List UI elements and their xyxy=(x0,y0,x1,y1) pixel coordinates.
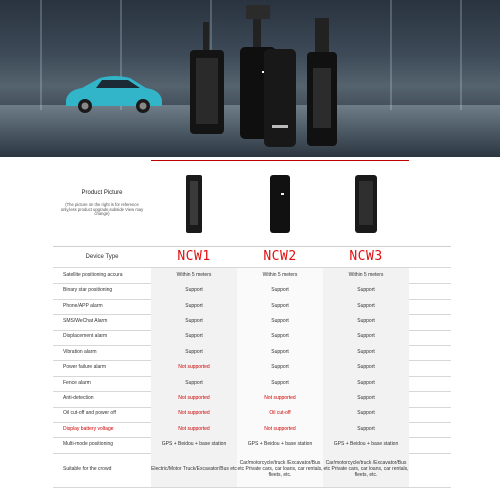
row-label: Power failure alarm xyxy=(63,364,107,371)
product-picture-row xyxy=(53,161,451,247)
ncw3-value: Support xyxy=(323,330,409,345)
ncw2-value: Not supported xyxy=(237,422,323,437)
table-row xyxy=(53,299,451,315)
product-picture-label: Product Picture xyxy=(81,189,123,196)
ncw2-value: Support xyxy=(237,330,323,345)
ncw1-value: Electric/Motor Truck/Excavator/Bus etc xyxy=(151,453,237,487)
product-picture-note: (The picture on the right is for reference only,less product upgrade,subside View may change) xyxy=(60,201,144,217)
table-row xyxy=(53,345,451,361)
row-label: Suitable for the crowd xyxy=(63,465,112,472)
row-label: Phone/APP alarm xyxy=(63,302,103,309)
table-row xyxy=(53,437,451,453)
table-row xyxy=(53,360,451,376)
ncw2-value: Support xyxy=(237,345,323,360)
ncw1-thumbnail xyxy=(184,175,204,233)
ncw1-value: GPS + Beidou + base station xyxy=(151,437,237,452)
light-beam xyxy=(390,0,392,110)
row-label: Display battery voltage xyxy=(63,425,114,432)
device-ncw2b-image xyxy=(260,45,300,150)
light-beam xyxy=(40,0,42,110)
ncw3-value: Support xyxy=(323,376,409,391)
table-row xyxy=(53,376,451,392)
ncw2-thumbnail xyxy=(269,175,291,233)
ncw3-value: Support xyxy=(323,299,409,314)
ncw2-value: Car/motorcycle/truck /Excavator/Bus etc Private cars, car loans, car rentals, fleets, etc. xyxy=(237,453,323,487)
ncw2-value: Support xyxy=(237,314,323,329)
row-label: Displacement alarm xyxy=(63,333,108,340)
table-row xyxy=(53,453,451,488)
ncw1-value: Support xyxy=(151,314,237,329)
ncw1-value: Support xyxy=(151,299,237,314)
ncw2-value: Support xyxy=(237,299,323,314)
comparison-table xyxy=(53,161,451,491)
ncw1-value: Not supported xyxy=(151,360,237,375)
ncw1-value: Not supported xyxy=(151,422,237,437)
hero-banner xyxy=(0,0,500,157)
ncw3-value: Support xyxy=(323,391,409,406)
ncw2-value: Not supported xyxy=(237,391,323,406)
row-label: Fence alarm xyxy=(63,379,91,386)
table-row xyxy=(53,391,451,407)
ncw3-thumbnail xyxy=(354,175,378,233)
ncw3-value: Support xyxy=(323,407,409,422)
device-type-label: Device Type xyxy=(85,253,119,260)
model-ncw3: NCW3 xyxy=(349,248,383,264)
ncw2-value: Support xyxy=(237,360,323,375)
row-label: Vibration alarm xyxy=(63,348,97,355)
ncw1-value: Support xyxy=(151,345,237,360)
ncw1-value: Support xyxy=(151,376,237,391)
car-image xyxy=(60,70,165,114)
ncw2-value: Support xyxy=(237,376,323,391)
row-label: Anti-detection xyxy=(63,395,94,401)
row-label: Binary star positioning xyxy=(63,287,113,294)
ncw2-value: Support xyxy=(237,283,323,298)
light-beam xyxy=(460,0,462,110)
ncw3-value: Support xyxy=(323,345,409,360)
row-label: Multi-mode positioning xyxy=(63,441,114,448)
table-row xyxy=(53,268,451,284)
table-row xyxy=(53,422,451,438)
table-row xyxy=(53,330,451,346)
row-label: SMS/WeChat Alarm xyxy=(63,318,108,324)
ncw2-value: Oil cut-off xyxy=(237,407,323,422)
ncw3-value: Support xyxy=(323,422,409,437)
device-type-row xyxy=(53,247,451,268)
ncw2-value: Within 5 meters xyxy=(237,268,323,283)
ncw1-value: Support xyxy=(151,283,237,298)
ncw3-value: Support xyxy=(323,314,409,329)
ncw3-value: Within 5 meters xyxy=(323,268,409,283)
ncw3-value: GPS + Beidou + base station xyxy=(323,437,409,452)
ncw3-value: Support xyxy=(323,360,409,375)
model-ncw2: NCW2 xyxy=(263,248,297,264)
table-row xyxy=(53,314,451,330)
ncw3-value: Car/motorcycle/truck /Excavator/Bus etc Private cars, car loans, car rentals, fleets, etc. xyxy=(323,453,409,487)
ncw1-value: Not supported xyxy=(151,407,237,422)
row-label: Satellite positioning accura xyxy=(63,271,123,278)
ncw1-value: Not supported xyxy=(151,391,237,406)
row-label: Oil cut-off and power off xyxy=(63,410,116,417)
table-row xyxy=(53,283,451,299)
ncw2-value: GPS + Beidou + base station xyxy=(237,437,323,452)
ncw1-value: Support xyxy=(151,330,237,345)
device-ncw3-image xyxy=(305,18,339,148)
model-ncw1: NCW1 xyxy=(177,248,211,264)
ncw3-value: Support xyxy=(323,283,409,298)
device-ncw1-image xyxy=(186,22,228,137)
ncw1-value: Within 5 meters xyxy=(151,268,237,283)
table-row xyxy=(53,407,451,423)
